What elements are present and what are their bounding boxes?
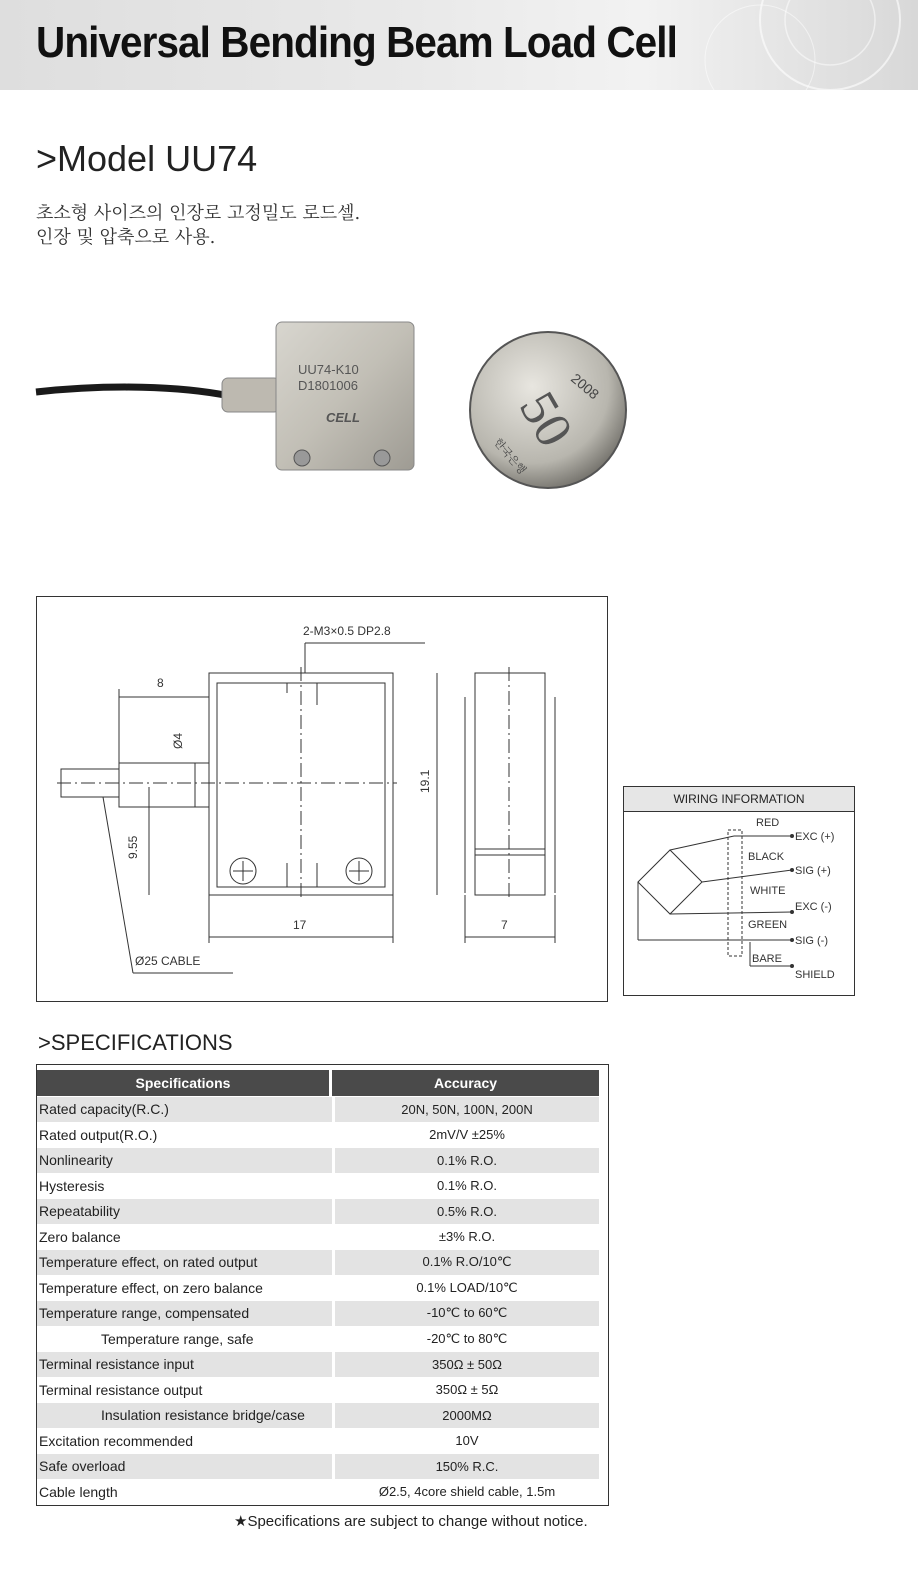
table-row (37, 1378, 599, 1403)
table-row (37, 1480, 599, 1505)
table-row (37, 1276, 599, 1301)
spec-key: Terminal resistance output (39, 1381, 203, 1398)
wire-0-signal: EXC (+) (795, 831, 835, 843)
table-row (37, 1225, 599, 1250)
coin-year: 2008 (568, 370, 603, 403)
spec-value: 0.1% R.O. (332, 1174, 599, 1199)
wire-2-signal: EXC (-) (795, 901, 832, 913)
spec-key: Terminal resistance input (37, 1352, 332, 1377)
cell-brand: CELL (326, 410, 360, 425)
body-inner-outline (217, 683, 385, 887)
bridge-icon (638, 850, 702, 914)
table-row (37, 1352, 599, 1377)
spec-key: Repeatability (37, 1199, 332, 1224)
spec-value: 2mV/V ±25% (332, 1123, 599, 1148)
spec-key: Temperature effect, on zero balance (39, 1279, 263, 1296)
spec-value: 0.1% LOAD/10℃ (332, 1276, 599, 1301)
table-row (37, 1174, 599, 1199)
cell-label-serial: D1801006 (298, 378, 358, 393)
specifications-title: >SPECIFICATIONS (38, 1030, 233, 1055)
spec-value: 10V (332, 1429, 599, 1454)
cable-line (36, 387, 230, 396)
screw-left-icon (294, 450, 310, 466)
wire-3-signal: SIG (-) (795, 935, 828, 947)
wire-3-color: GREEN (748, 919, 788, 931)
page-title: Universal Bending Beam Load Cell (36, 18, 677, 67)
spec-value: 0.1% R.O/10℃ (332, 1250, 599, 1275)
cable-label: Ø25 CABLE (135, 954, 201, 968)
description-line-1: 초소형 사이즈의 인장로 고정밀도 로드셀. (36, 203, 361, 224)
spec-value: 2000MΩ (332, 1403, 599, 1428)
spec-value: ±3% R.O. (332, 1225, 599, 1250)
spec-key: Insulation resistance bridge/case (37, 1403, 332, 1428)
spec-key: Rated output(R.O.) (39, 1126, 158, 1143)
spec-header-specifications: Specifications (37, 1070, 332, 1096)
coin-text: 한국은행 (491, 435, 529, 477)
table-row (37, 1301, 599, 1326)
dim-191-label: 19.1 (418, 769, 432, 793)
product-photo (30, 300, 650, 540)
wire-4-color: BARE (752, 953, 782, 965)
spec-header-row (37, 1070, 599, 1096)
screw-right-icon (374, 450, 390, 466)
table-row (37, 1199, 599, 1224)
dim-955-label: 9.55 (126, 835, 140, 859)
dim-7-label: 7 (501, 918, 508, 932)
wire-0-color: RED (756, 817, 780, 829)
table-row (37, 1403, 599, 1428)
wiring-info-box (623, 786, 855, 996)
screw-spec-label: 2-M3×0.5 DP2.8 (303, 624, 391, 638)
dim-8-label: 8 (157, 676, 164, 690)
spec-value: 150% R.C. (332, 1454, 599, 1479)
spec-header-accuracy: Accuracy (332, 1070, 599, 1096)
spec-value: -10℃ to 60℃ (332, 1301, 599, 1326)
body-side-outline (475, 673, 545, 895)
cable-sleeve (222, 378, 280, 412)
spec-value: 0.1% R.O. (332, 1148, 599, 1173)
table-row (37, 1123, 599, 1148)
dim-phi4-label: Ø4 (171, 732, 185, 749)
wire-1-color: BLACK (748, 851, 785, 863)
table-row (37, 1454, 599, 1479)
spec-key: Hysteresis (39, 1177, 105, 1194)
dim-17-label: 17 (293, 918, 307, 932)
table-row (37, 1148, 599, 1173)
load-cell-body (276, 322, 414, 470)
header-banner (0, 0, 918, 90)
spec-notice: ★Specifications are subject to change without notice. (234, 1513, 588, 1530)
coin-value: 50 (507, 382, 584, 457)
table-row (37, 1250, 599, 1275)
spec-key: Cable length (39, 1483, 118, 1500)
description-line-2: 인장 및 압축으로 사용. (36, 227, 216, 248)
dimension-svg (37, 597, 607, 1001)
spec-key: Temperature range, safe (101, 1330, 254, 1347)
spec-value: 20N, 50N, 100N, 200N (332, 1097, 599, 1122)
wire-1-signal: SIG (+) (795, 865, 831, 877)
wire-2-color: WHITE (750, 885, 786, 897)
cell-label-model: UU74-K10 (298, 362, 359, 377)
spec-table (37, 1069, 599, 1505)
table-row (37, 1327, 599, 1352)
spec-value: 350Ω ± 50Ω (332, 1352, 599, 1377)
table-row (37, 1097, 599, 1122)
spec-key: Safe overload (37, 1454, 332, 1479)
table-row (37, 1429, 599, 1454)
spec-table-box (36, 1064, 609, 1506)
spec-value: -20℃ to 80℃ (332, 1327, 599, 1352)
model-title: >Model UU74 (36, 138, 258, 179)
spec-key: Temperature effect, on rated output (37, 1250, 332, 1275)
spec-key: Nonlinearity (37, 1148, 332, 1173)
spec-value: Ø2.5, 4core shield cable, 1.5m (332, 1480, 599, 1505)
spec-value: 350Ω ± 5Ω (332, 1378, 599, 1403)
spec-key: Temperature range, compensated (37, 1301, 332, 1326)
spec-key: Zero balance (39, 1228, 121, 1245)
dimension-drawing (36, 596, 608, 1002)
wiring-diagram (624, 812, 854, 994)
wiring-title: WIRING INFORMATION (624, 787, 854, 812)
cable-bundle (728, 830, 742, 956)
description (36, 202, 360, 250)
spec-value: 0.5% R.O. (332, 1199, 599, 1224)
spec-key: Rated capacity(R.C.) (37, 1097, 332, 1122)
wire-4-signal: SHIELD (795, 969, 835, 981)
spec-key: Excitation recommended (39, 1432, 194, 1449)
